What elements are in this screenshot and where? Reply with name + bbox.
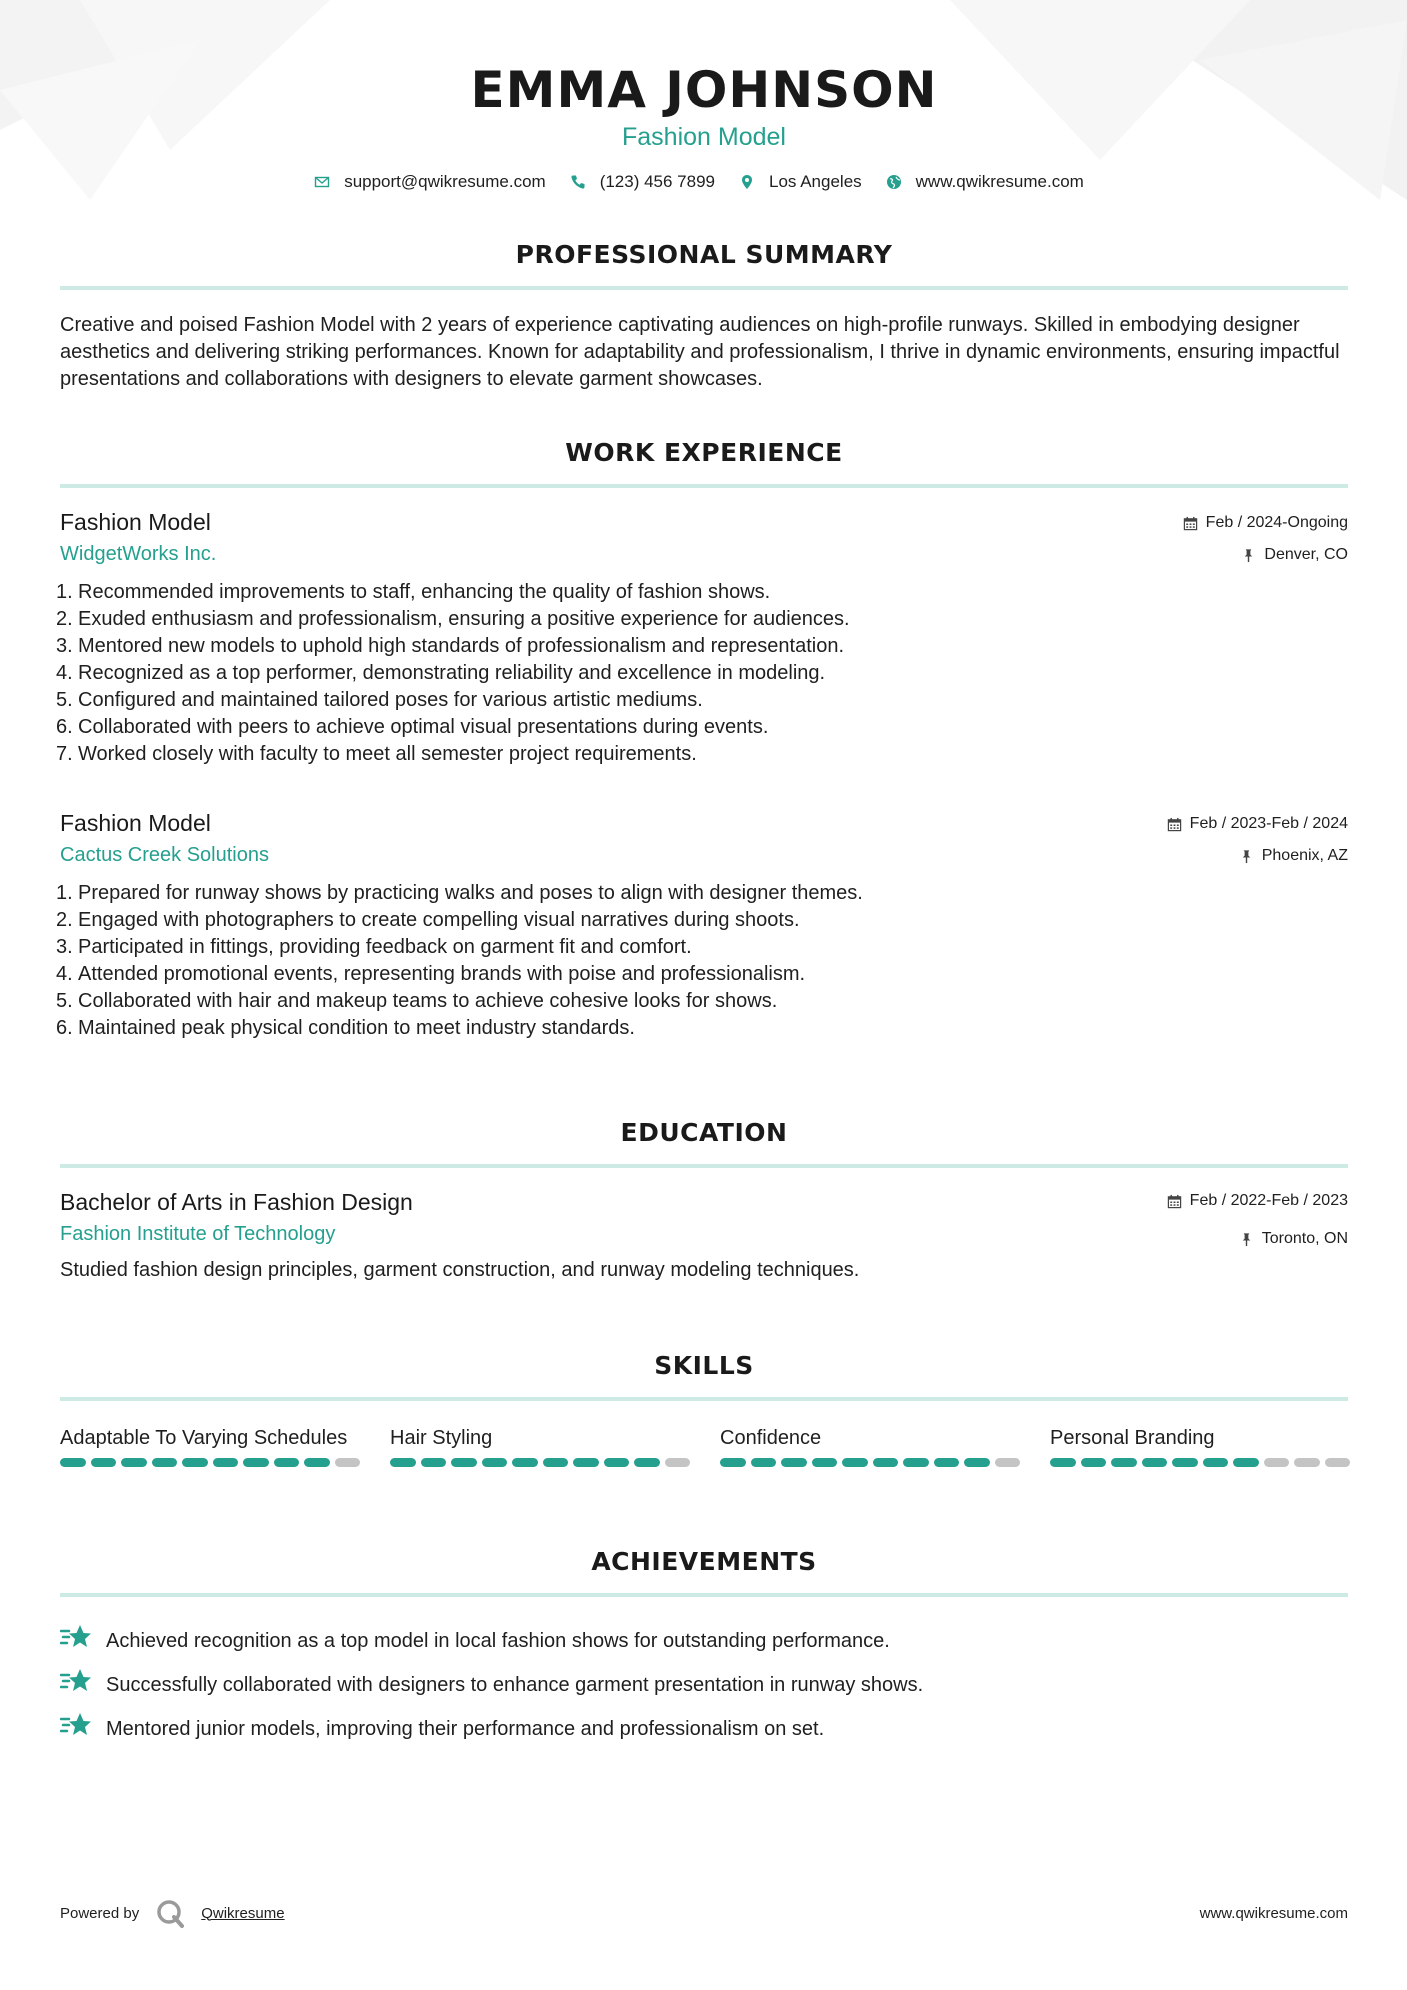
skill-level-segment [842,1458,868,1467]
summary-heading: PROFESSIONAL SUMMARY [515,240,893,269]
experience-heading: WORK EXPERIENCE [565,438,843,467]
skill-level-segment [903,1458,929,1467]
achievement-item [60,1707,1348,1751]
skill-level-segment [1203,1458,1229,1467]
achievements-list [60,1619,1348,1751]
job-dates: Feb / 2023-Feb / 2024 [1189,815,1348,832]
contact-website[interactable] [886,172,1084,192]
contact-phone[interactable] [570,172,715,192]
skill-level-segment [243,1458,269,1467]
skill-level-segment [812,1458,838,1467]
candidate-role: Fashion Model [622,123,786,151]
skill-level-segment [573,1458,599,1467]
skill-level-segment [1325,1458,1351,1467]
job-location: Denver, CO [1264,546,1348,563]
school-name: Fashion Institute of Technology [60,1223,336,1245]
skill-level-segment [634,1458,660,1467]
email-text: support@qwikresume.com [344,172,546,191]
skill-level-segment [1111,1458,1137,1467]
skill-level-segment [720,1458,746,1467]
skill-level-segment [604,1458,630,1467]
company-name: WidgetWorks Inc. [60,543,217,565]
achievements-section [60,1545,1348,1751]
website-text: www.qwikresume.com [915,172,1084,191]
skills-section [60,1349,1348,1467]
skill-level-segment [665,1458,691,1467]
skill-level-segment [1264,1458,1290,1467]
list-item: 3. Participated in fittings, providing feedback on garment fit and comfort. [56,936,692,958]
skill-level-segment [873,1458,899,1467]
skill-level-bar [720,1458,1020,1467]
list-item: 2. Engaged with photographers to create compelling visual narratives during shoots. [56,909,800,931]
skill-level-segment [91,1458,117,1467]
experience-section [60,436,1348,488]
list-item: 6. Maintained peak physical condition to meet industry standards. [56,1017,635,1039]
star-badge-icon [60,1622,92,1660]
degree-title: Bachelor of Arts in Fashion Design [60,1189,413,1215]
skill-name: Confidence [720,1427,822,1449]
contact-location [739,172,862,192]
list-item: 5. Collaborated with hair and makeup teams to achieve cohesive looks for shows. [56,990,778,1012]
skill-level-segment [1142,1458,1168,1467]
resume-page [56,0,1348,1990]
job-location: Phoenix, AZ [1261,847,1348,864]
education-location: Toronto, ON [1261,1230,1348,1247]
star-badge-icon [60,1710,92,1748]
skill-level-segment [543,1458,569,1467]
summary-section [60,238,1348,393]
achievement-item [60,1619,1348,1663]
skill-level-segment [60,1458,86,1467]
skill-level-segment [421,1458,447,1467]
skill-level-segment [1233,1458,1259,1467]
skills-grid [60,1425,1348,1467]
pushpin-icon [1241,548,1256,563]
powered-by [60,1898,285,1928]
skill-level-segment [934,1458,960,1467]
summary-text: Creative and poised Fashion Model with 2 years of experience captivating audiences on high-profile runways. Skilled in embodying designer aesthetics and delivering striking performances. Known for adaptability and professionalism, I thrive in dynamic environments, ensuring impactful presentations and collaborations with designers to elevate garment showcases. [60,314,1340,390]
achievement-item [60,1663,1348,1707]
experience-divider [60,484,1348,488]
pushpin-icon [1239,1232,1254,1247]
envelope-icon [314,174,330,190]
job-bullets [56,880,1348,1042]
skill-level-segment [121,1458,147,1467]
achievements-heading: ACHIEVEMENTS [591,1547,817,1576]
skill-level-segment [1050,1458,1076,1467]
skill-level-segment [482,1458,508,1467]
skill-level-bar [1050,1458,1350,1467]
powered-by-label: Powered by [60,1904,140,1922]
summary-divider [60,286,1348,290]
job-dates: Feb / 2024-Ongoing [1205,514,1348,531]
skills-divider [60,1397,1348,1401]
brand-link[interactable]: Qwikresume [201,1904,285,1922]
candidate-name: EMMA JOHNSON [470,61,938,119]
list-item: 4. Attended promotional events, representing brands with poise and professionalism. [56,963,806,985]
skill-level-segment [451,1458,477,1467]
education-section [60,1116,1348,1168]
qwikresume-logo-icon [155,1898,185,1928]
skill-level-segment [335,1458,361,1467]
resume-header [60,0,1348,192]
skill-level-segment [152,1458,178,1467]
pushpin-icon [1239,849,1254,864]
list-item: 2. Exuded enthusiasm and professionalism, ensuring a positive experience for audiences. [56,608,850,630]
job-entry [56,808,1348,1042]
achievement-text: Achieved recognition as a top model in local fashion shows for outstanding performance. [106,1629,890,1652]
skill-name: Personal Branding [1050,1427,1215,1449]
skill-level-segment [390,1458,416,1467]
contact-email[interactable] [314,172,546,192]
skills-heading: SKILLS [654,1351,754,1380]
skill-item [60,1425,360,1467]
job-title: Fashion Model [60,509,211,535]
list-item: 6. Collaborated with peers to achieve optimal visual presentations during events. [56,716,769,738]
calendar-icon [1167,817,1182,832]
job-entry [56,507,1348,768]
globe-icon [886,174,902,190]
job-bullets [56,579,1348,768]
education-dates: Feb / 2022-Feb / 2023 [1189,1192,1348,1209]
education-entry [60,1187,1348,1284]
calendar-icon [1183,516,1198,531]
skill-item [1050,1425,1350,1467]
skill-item [390,1425,690,1467]
company-name: Cactus Creek Solutions [60,844,269,866]
education-description: Studied fashion design principles, garment construction, and runway modeling techniques. [60,1259,860,1281]
phone-icon [570,174,586,190]
calendar-icon [1167,1194,1182,1209]
page-footer [60,1898,1348,1928]
achievements-divider [60,1593,1348,1597]
skill-level-bar [60,1458,360,1467]
skill-level-segment [274,1458,300,1467]
skill-name: Adaptable To Varying Schedules [60,1427,348,1449]
contact-bar [60,172,1348,192]
star-badge-icon [60,1666,92,1704]
list-item: 4. Recognized as a top performer, demonstrating reliability and excellence in modeling. [56,662,826,684]
education-heading: EDUCATION [620,1118,788,1147]
list-item: 7. Worked closely with faculty to meet all semester project requirements. [56,743,697,765]
list-item: 3. Mentored new models to uphold high standards of professionalism and representation. [56,635,845,657]
skill-level-segment [304,1458,330,1467]
list-item: 1. Prepared for runway shows by practicing walks and poses to align with designer themes. [56,882,863,904]
job-title: Fashion Model [60,810,211,836]
list-item: 5. Configured and maintained tailored poses for various artistic mediums. [56,689,703,711]
skill-item [720,1425,1020,1467]
skill-level-segment [1294,1458,1320,1467]
achievement-text: Mentored junior models, improving their performance and professionalism on set. [106,1717,825,1740]
skill-level-segment [781,1458,807,1467]
map-pin-icon [739,174,755,190]
skill-level-segment [1172,1458,1198,1467]
education-divider [60,1164,1348,1168]
list-item: 1. Recommended improvements to staff, enhancing the quality of fashion shows. [56,581,771,603]
location-text: Los Angeles [769,172,862,191]
achievement-text: Successfully collaborated with designers to enhance garment presentation in runway shows. [106,1673,924,1696]
skill-level-segment [213,1458,239,1467]
skill-level-segment [182,1458,208,1467]
skill-level-segment [1081,1458,1107,1467]
phone-text: (123) 456 7899 [599,172,716,191]
skill-level-segment [751,1458,777,1467]
skill-name: Hair Styling [390,1427,493,1449]
skill-level-segment [512,1458,538,1467]
footer-website-link[interactable]: www.qwikresume.com [1199,1904,1348,1922]
skill-level-segment [995,1458,1021,1467]
skill-level-bar [390,1458,690,1467]
skill-level-segment [964,1458,990,1467]
